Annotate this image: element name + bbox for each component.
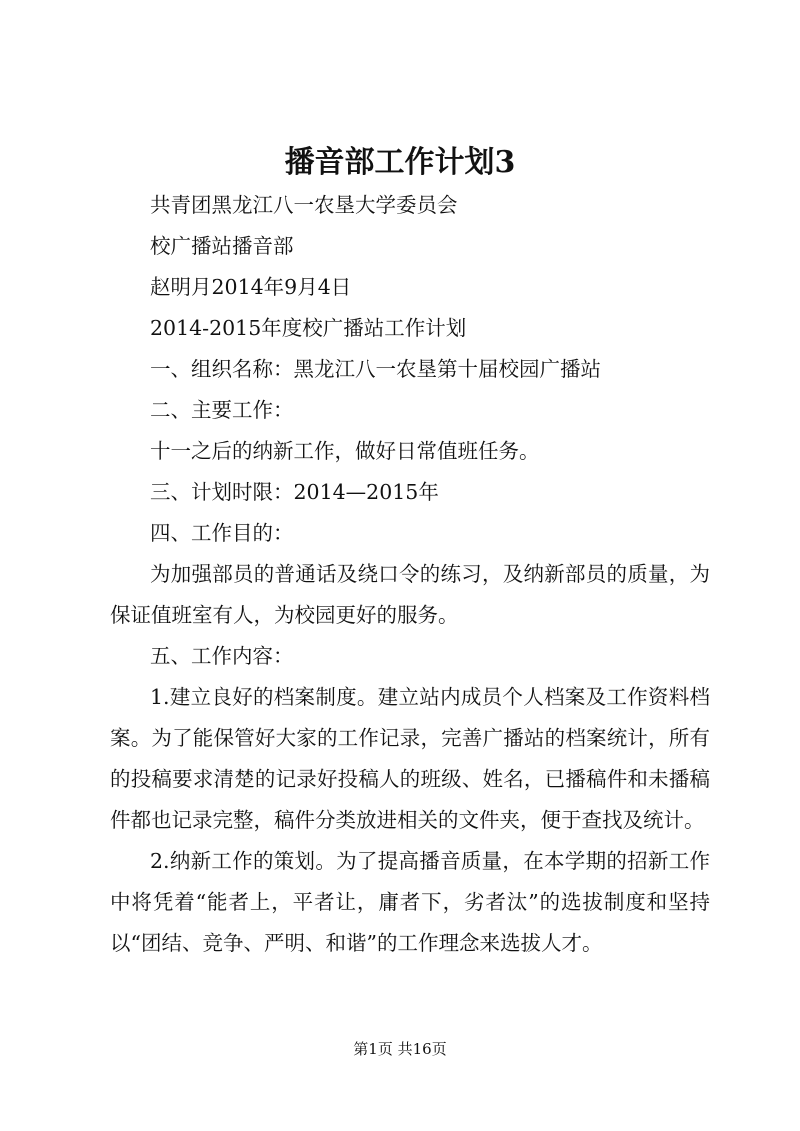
document-body xyxy=(110,185,710,964)
author-date-line: 赵明月2014年9月4日 xyxy=(150,275,352,299)
section-5-heading: 五、工作内容： xyxy=(150,644,294,668)
document-title: 播音部工作计划3 xyxy=(284,145,516,180)
section-1-line: 一、组织名称：黑龙江八一农垦第十届校园广播站 xyxy=(150,357,601,381)
section-4-heading: 四、工作目的： xyxy=(150,521,294,545)
org-line: 共青团黑龙江八一农垦大学委员会 xyxy=(150,193,458,217)
section-5-item-1: 1.建立良好的档案制度。建立站内成员个人档案及工作资料档案。为了能保管好大家的工作记录，完善广播站的档案统计，所有的投稿要求清楚的记录好投稿人的班级、姓名，已播稿件和未播稿件都也记录完整，稿件分类放进相关的文件夹，便于查找及统计。 xyxy=(110,685,710,832)
plan-heading-line: 2014-2015年度校广播站工作计划 xyxy=(150,316,467,340)
section-2-content: 十一之后的纳新工作，做好日常值班任务。 xyxy=(150,439,540,463)
section-4-paragraph: 为加强部员的普通话及绕口令的练习，及纳新部员的质量，为保证值班室有人，为校园更好的服务。 xyxy=(110,562,710,627)
section-5-item-2: 2.纳新工作的策划。为了提高播音质量，在本学期的招新工作中将凭着“能者上，平者让，庸者下，劣者汰”的选拔制度和坚持以“团结、竞争、严明、和谐”的工作理念来选拔人才。 xyxy=(110,849,710,955)
page-footer: 第1页 共16页 xyxy=(353,1040,447,1058)
section-3-line: 三、计划时限：2014—2015年 xyxy=(150,480,439,504)
department-line: 校广播站播音部 xyxy=(150,234,294,258)
section-2-heading: 二、主要工作： xyxy=(150,398,294,422)
